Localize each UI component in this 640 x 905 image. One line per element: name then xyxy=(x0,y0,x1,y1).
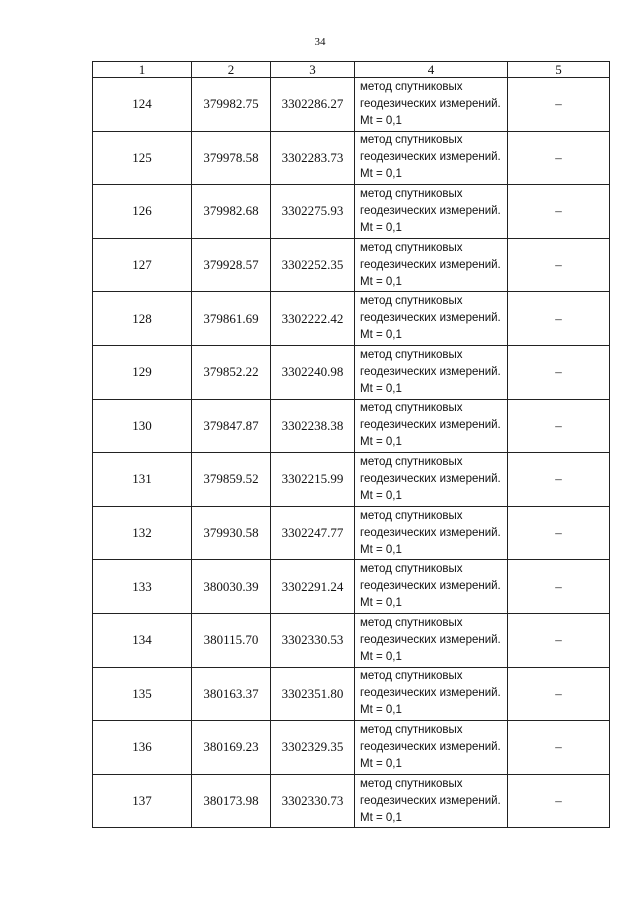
table-row xyxy=(93,453,610,507)
x-coordinate-cell: 379859.52 xyxy=(192,453,271,507)
table-row xyxy=(93,131,610,185)
note-cell: – xyxy=(508,238,610,292)
y-coordinate-cell: 3302240.98 xyxy=(271,345,355,399)
x-coordinate-cell: 380115.70 xyxy=(192,613,271,667)
point-number-cell: 133 xyxy=(93,560,192,614)
point-number-cell: 132 xyxy=(93,506,192,560)
y-coordinate-cell: 3302286.27 xyxy=(271,78,355,132)
note-cell: – xyxy=(508,506,610,560)
note-cell: – xyxy=(508,399,610,453)
point-number-cell: 135 xyxy=(93,667,192,721)
table-row xyxy=(93,78,610,132)
y-coordinate-cell: 3302215.99 xyxy=(271,453,355,507)
note-cell: – xyxy=(508,345,610,399)
coordinates-table xyxy=(92,61,610,828)
header-col-5: 5 xyxy=(508,62,610,78)
note-cell: – xyxy=(508,131,610,185)
header-col-1: 1 xyxy=(93,62,192,78)
x-coordinate-cell: 380173.98 xyxy=(192,774,271,828)
method-cell: метод спутниковых геодезических измерений. Mt = 0,1 xyxy=(355,721,508,775)
point-number-cell: 134 xyxy=(93,613,192,667)
y-coordinate-cell: 3302222.42 xyxy=(271,292,355,346)
method-cell: метод спутниковых геодезических измерений. Mt = 0,1 xyxy=(355,560,508,614)
note-cell: – xyxy=(508,453,610,507)
table-row xyxy=(93,613,610,667)
note-cell: – xyxy=(508,721,610,775)
y-coordinate-cell: 3302329.35 xyxy=(271,721,355,775)
table-row xyxy=(93,667,610,721)
method-cell: метод спутниковых геодезических измерений. Mt = 0,1 xyxy=(355,453,508,507)
x-coordinate-cell: 379861.69 xyxy=(192,292,271,346)
note-cell: – xyxy=(508,560,610,614)
method-cell: метод спутниковых геодезических измерений. Mt = 0,1 xyxy=(355,613,508,667)
method-cell: метод спутниковых геодезических измерений. Mt = 0,1 xyxy=(355,238,508,292)
header-col-3: 3 xyxy=(271,62,355,78)
point-number-cell: 137 xyxy=(93,774,192,828)
header-col-2: 2 xyxy=(192,62,271,78)
y-coordinate-cell: 3302283.73 xyxy=(271,131,355,185)
table-row xyxy=(93,185,610,239)
note-cell: – xyxy=(508,667,610,721)
table-row xyxy=(93,292,610,346)
x-coordinate-cell: 379982.68 xyxy=(192,185,271,239)
point-number-cell: 131 xyxy=(93,453,192,507)
point-number-cell: 128 xyxy=(93,292,192,346)
point-number-cell: 124 xyxy=(93,78,192,132)
note-cell: – xyxy=(508,613,610,667)
table-row xyxy=(93,721,610,775)
table-row xyxy=(93,560,610,614)
y-coordinate-cell: 3302238.38 xyxy=(271,399,355,453)
point-number-cell: 130 xyxy=(93,399,192,453)
y-coordinate-cell: 3302247.77 xyxy=(271,506,355,560)
y-coordinate-cell: 3302275.93 xyxy=(271,185,355,239)
method-cell: метод спутниковых геодезических измерений. Mt = 0,1 xyxy=(355,78,508,132)
point-number-cell: 125 xyxy=(93,131,192,185)
table-row xyxy=(93,345,610,399)
method-cell: метод спутниковых геодезических измерений. Mt = 0,1 xyxy=(355,506,508,560)
point-number-cell: 126 xyxy=(93,185,192,239)
note-cell: – xyxy=(508,185,610,239)
table-row xyxy=(93,506,610,560)
method-cell: метод спутниковых геодезических измерений. Mt = 0,1 xyxy=(355,667,508,721)
x-coordinate-cell: 380169.23 xyxy=(192,721,271,775)
x-coordinate-cell: 379928.57 xyxy=(192,238,271,292)
y-coordinate-cell: 3302291.24 xyxy=(271,560,355,614)
method-cell: метод спутниковых геодезических измерений. Mt = 0,1 xyxy=(355,185,508,239)
header-row xyxy=(93,62,610,78)
table-body xyxy=(93,78,610,828)
table-header xyxy=(93,62,610,78)
table-row xyxy=(93,399,610,453)
x-coordinate-cell: 380030.39 xyxy=(192,560,271,614)
page-number: 34 xyxy=(314,36,326,48)
note-cell: – xyxy=(508,774,610,828)
y-coordinate-cell: 3302330.73 xyxy=(271,774,355,828)
y-coordinate-cell: 3302330.53 xyxy=(271,613,355,667)
note-cell: – xyxy=(508,292,610,346)
table-row xyxy=(93,238,610,292)
method-cell: метод спутниковых геодезических измерений. Mt = 0,1 xyxy=(355,131,508,185)
table-row xyxy=(93,774,610,828)
point-number-cell: 127 xyxy=(93,238,192,292)
header-col-4: 4 xyxy=(355,62,508,78)
x-coordinate-cell: 379982.75 xyxy=(192,78,271,132)
method-cell: метод спутниковых геодезических измерений. Mt = 0,1 xyxy=(355,399,508,453)
y-coordinate-cell: 3302252.35 xyxy=(271,238,355,292)
method-cell: метод спутниковых геодезических измерений. Mt = 0,1 xyxy=(355,345,508,399)
x-coordinate-cell: 379852.22 xyxy=(192,345,271,399)
x-coordinate-cell: 379930.58 xyxy=(192,506,271,560)
method-cell: метод спутниковых геодезических измерений. Mt = 0,1 xyxy=(355,774,508,828)
point-number-cell: 129 xyxy=(93,345,192,399)
y-coordinate-cell: 3302351.80 xyxy=(271,667,355,721)
point-number-cell: 136 xyxy=(93,721,192,775)
x-coordinate-cell: 379978.58 xyxy=(192,131,271,185)
method-cell: метод спутниковых геодезических измерений. Mt = 0,1 xyxy=(355,292,508,346)
x-coordinate-cell: 380163.37 xyxy=(192,667,271,721)
x-coordinate-cell: 379847.87 xyxy=(192,399,271,453)
note-cell: – xyxy=(508,78,610,132)
